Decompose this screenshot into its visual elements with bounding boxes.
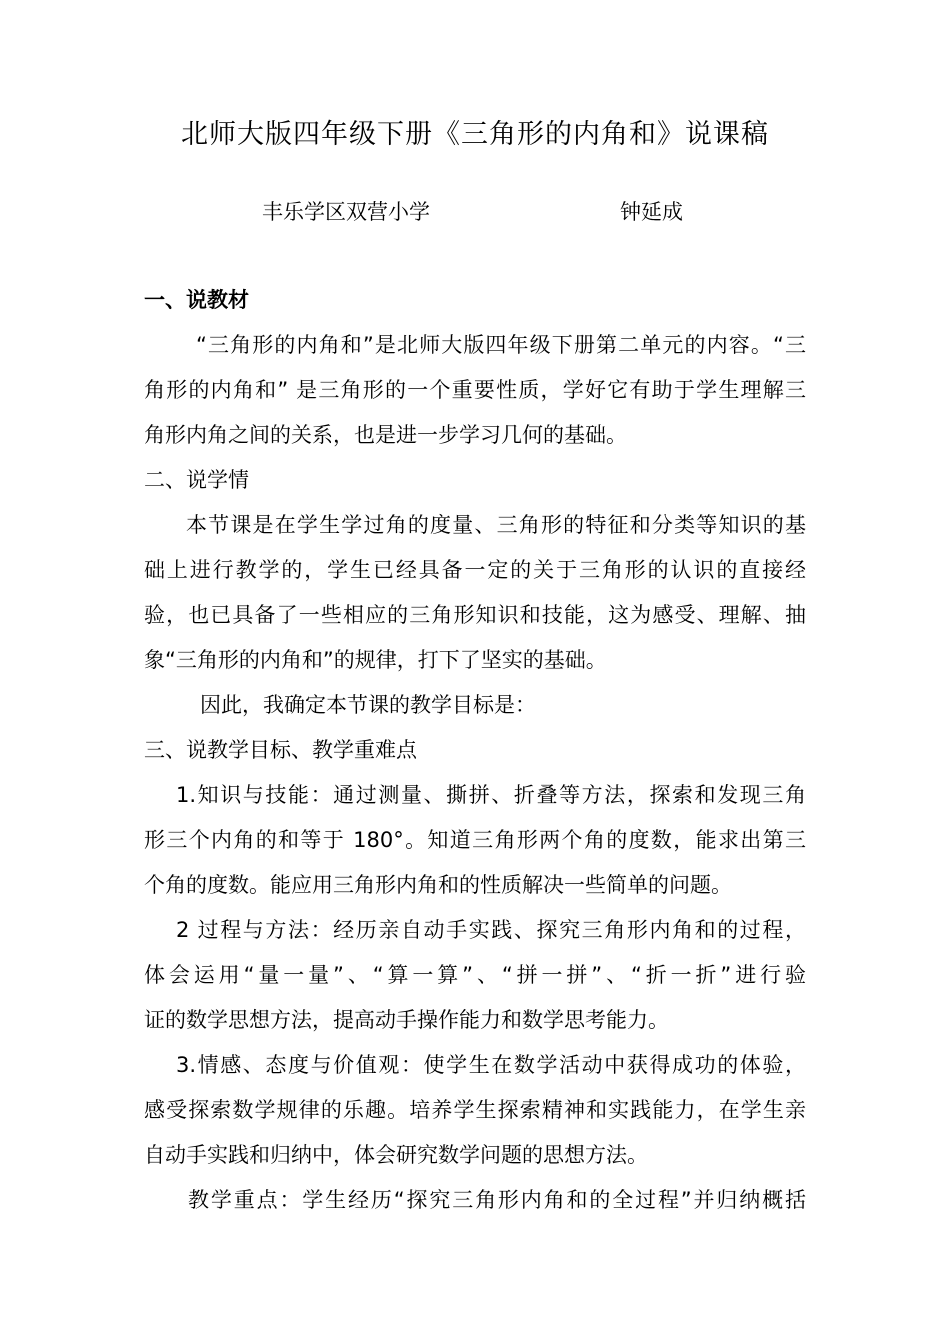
paragraph-line: 角形的内角和” 是三角形的一个重要性质，学好它有助于学生理解三 [144,378,806,402]
paragraph-line: 体会运用“量一量”、“算一算”、“拼一拼”、“折一折”进行验 [144,963,806,987]
section-heading-2: 二、说学情 [144,468,249,492]
paragraph-line: 2 过程与方法：经历亲自动手实践、探究三角形内角和的过程， [176,918,806,942]
paragraph-line: 角形内角之间的关系，也是进一步学习几何的基础。 [144,423,627,447]
paragraph-line: 验，也已具备了一些相应的三角形知识和技能，这为感受、理解、抽 [144,603,806,627]
paragraph-line: 证的数学思想方法，提高动手操作能力和数学思考能力。 [144,1008,669,1032]
paragraph-line: 自动手实践和归纳中，体会研究数学问题的思想方法。 [144,1143,648,1167]
document-title: 北师大版四年级下册《三角形的内角和》说课稿 [181,119,769,150]
paragraph-line: 教学重点：学生经历“探究三角形内角和的全过程”并归纳概括 [188,1188,806,1212]
section-heading-1: 一、说教材 [144,288,249,312]
paragraph-line: “三角形的内角和”是北师大版四年级下册第二单元的内容。“三 [196,333,806,357]
author-school: 丰乐学区双营小学 [262,200,430,224]
paragraph-line: 本节课是在学生学过角的度量、三角形的特征和分类等知识的基 [186,513,806,537]
paragraph-line: 础上进行教学的，学生已经具备一定的关于三角形的认识的直接经 [144,558,806,582]
paragraph-line: 形三个内角的和等于 180°。知道三角形两个角的度数，能求出第三 [144,828,806,852]
paragraph-line: 3.情感、态度与价值观：使学生在数学活动中获得成功的体验， [176,1053,806,1077]
paragraph-line: 象“三角形的内角和”的规律，打下了坚实的基础。 [144,648,607,672]
paragraph-line: 个角的度数。能应用三角形内角和的性质解决一些简单的问题。 [144,873,732,897]
section-heading-3: 三、说教学目标、教学重难点 [144,738,417,762]
author-name: 钟延成 [620,200,683,224]
paragraph-line: 感受探索数学规律的乐趣。培养学生探索精神和实践能力，在学生亲 [144,1098,806,1122]
paragraph-line: 因此，我确定本节课的教学目标是： [200,693,536,717]
paragraph-line: 1.知识与技能：通过测量、撕拼、折叠等方法，探索和发现三角 [176,783,806,807]
